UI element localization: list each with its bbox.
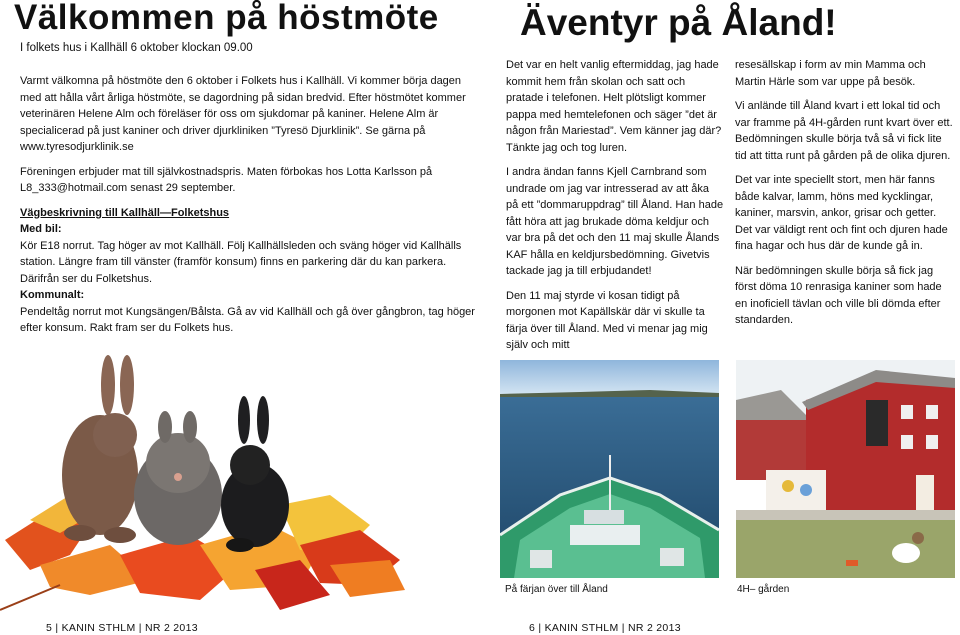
- article-paragraph: Det var inte speciellt stort, men här fanns både kalvar, lamm, höns med kycklingar, kaniner, marsvin, ankor, grisar och getter. Det var väldigt rent och fint och djuren hade fina hagar och hus där de kunde gå in.: [735, 174, 948, 252]
- article-paragraph: Vi anlände till Åland kvart i ett lokal tid och var framme på 4H-gården runt kvart över ett. Bedömningen skulle börja två så vi fick lite tid att titta runt på gården på de olika djuren.: [735, 100, 953, 162]
- article-paragraph: Den 11 maj styrde vi kosan tidigt på morgonen mot Kapällskär där vi skulle ta färja över till Åland. Med vi menar jag mig själv och mitt: [506, 289, 708, 351]
- black-rabbit: [221, 396, 289, 552]
- ferry-caption: På färjan över till Åland: [505, 584, 608, 595]
- transit-directions: Pendeltåg norrut mot Kungsängen/Bålsta. Gå av vid Kallhäll och gå över gångbron, tag höger efter konsum. Rakt fram ser du Folkets hus.: [20, 305, 475, 334]
- article-column-1: [506, 57, 724, 362]
- car-directions: Kör E18 norrut. Tag höger av mot Kallhäll. Följ Kallhällsleden och sväng höger vid Kallhälls station. Längre fram till vänster (framför konsum) finns en parkering där du kan parkera. Därifrån ser du Folketshus.: [20, 239, 462, 285]
- farm-caption: 4H– gården: [737, 584, 790, 595]
- brown-rabbit: [62, 355, 138, 543]
- article-column-2: [735, 57, 955, 337]
- directions-heading: Vägbeskrivning till Kallhäll—Folketshus: [20, 206, 230, 219]
- article-paragraph: Det var en helt vanlig eftermiddag, jag hade kommit hem från skolan och satt och pratade i telefonen. Helt plötsligt kommer pappa med hemtelefonen och säger ”det är någon från Mariestad”. Vem känner jag där? Tänkte jag och tog luren.: [506, 59, 722, 154]
- dinner-paragraph: Föreningen erbjuder mat till självkostnadspris. Maten förbokas hos Lotta Karlsson på L8_333@hotmail.com senast 29 september.: [20, 165, 433, 194]
- right-page-title: Äventyr på Åland!: [520, 2, 837, 43]
- intro-paragraph: Varmt välkomna på höstmöte den 6 oktober i Folkets hus i Kallhäll. Vi kommer börja dagen med att hålla vårt årliga höstmöte, se dagordning på sidan bredvid. Efter höstmötet kommer veterinären Helene Alm och föreläser för oss om sjukdomar på kaniner. Helene Alm är specialicerad på just kaniner och driver djurkliniken ”Tyresö Djurklinik”. Se gärna på www.tyresodjurklinik.se: [20, 75, 466, 153]
- transit-heading: Kommunalt:: [20, 289, 85, 301]
- grey-rabbit: [134, 411, 222, 545]
- left-page-footer: 5 | KANIN STHLM | NR 2 2013: [46, 622, 198, 634]
- left-page-title: Välkommen på höstmöte: [14, 0, 439, 37]
- car-heading: Med bil:: [20, 223, 62, 235]
- left-page-subtitle: I folkets hus i Kallhäll 6 oktober klockan 09.00: [20, 42, 253, 54]
- left-article-body: [20, 73, 475, 337]
- article-paragraph: resesällskap i form av min Mamma och Martin Härle som var uppe på besök.: [735, 59, 926, 88]
- article-paragraph: I andra ändan fanns Kjell Carnbrand som undrade om jag var intresserad av att åka på ett ”dommaruppdrag” till Åland. Han hade fått höra att jag brukade döma keldjur och var bra på det och den 11 maj skulle Ålands KAF hålla en keldjursbedömning. Givetvis tackade jag ja till erbjudandet!: [506, 166, 724, 277]
- rabbits-photo: [0, 355, 475, 615]
- farm-photo: [736, 360, 955, 578]
- right-page-footer: 6 | KANIN STHLM | NR 2 2013: [529, 622, 681, 634]
- ferry-photo: [500, 360, 719, 578]
- article-paragraph: När bedömningen skulle börja så fick jag först döma 10 renrasiga kaniner som hade en inoficiell tävlan och ville bli dömda efter standarden.: [735, 264, 942, 326]
